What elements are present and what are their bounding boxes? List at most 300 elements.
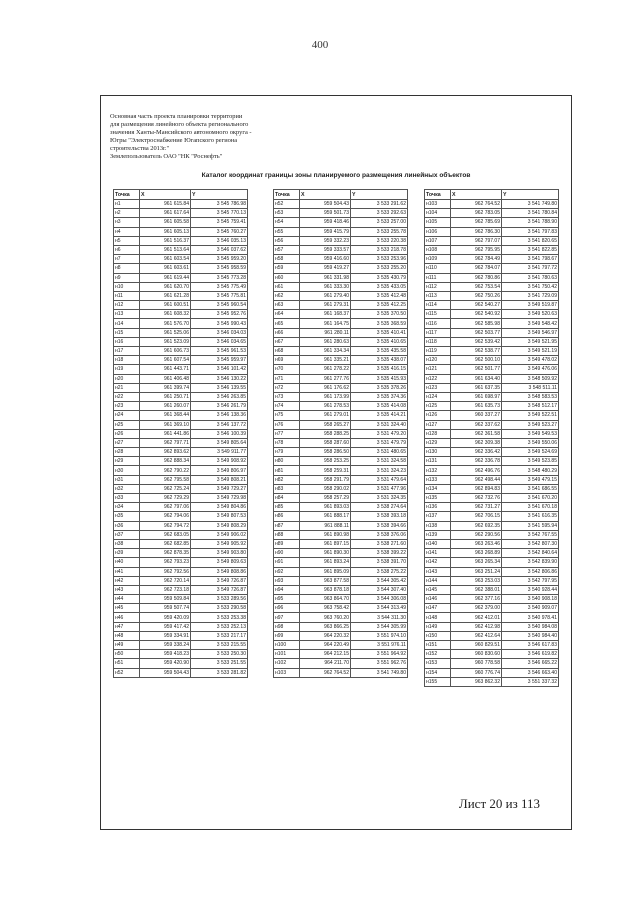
table-row: [425, 659, 559, 668]
table-row: [425, 438, 559, 447]
point-cell: н32: [114, 484, 140, 493]
x-cell: 962 783.05: [451, 209, 502, 218]
y-cell: 3 540 984.08: [502, 622, 559, 631]
x-cell: 963 268.89: [451, 549, 502, 558]
point-cell: н87: [274, 521, 300, 530]
x-cell: 959 333.57: [300, 245, 351, 254]
table-row: [274, 613, 408, 622]
table-row: [114, 448, 248, 457]
x-cell: 961 406.48: [140, 374, 191, 383]
table-row: [114, 273, 248, 282]
table-row: [274, 659, 408, 668]
x-cell: 962 784.49: [451, 255, 502, 264]
y-cell: 3 540 984.40: [502, 631, 559, 640]
y-cell: 3 533 255.20: [351, 264, 408, 273]
y-cell: 3 545 960.54: [191, 301, 248, 310]
table-row: [114, 236, 248, 245]
point-cell: н10: [114, 282, 140, 291]
point-cell: н143: [425, 567, 451, 576]
table-row: [425, 429, 559, 438]
y-cell: 3 549 905.92: [191, 539, 248, 548]
x-cell: 961 516.37: [140, 236, 191, 245]
table-row: [274, 595, 408, 604]
y-cell: 3 549 808.86: [191, 567, 248, 576]
x-cell: 962 878.35: [140, 549, 191, 558]
y-cell: 3 531 477.96: [351, 484, 408, 493]
y-cell: 3 535 433.05: [351, 282, 408, 291]
x-cell: 961 605.13: [140, 227, 191, 236]
point-cell: н135: [425, 494, 451, 503]
y-cell: 3 549 521.95: [502, 337, 559, 346]
table-row: [274, 291, 408, 300]
point-cell: н86: [274, 512, 300, 521]
table-row: [274, 503, 408, 512]
y-cell: 3 533 291.62: [351, 200, 408, 209]
x-cell: 961 576.70: [140, 319, 191, 328]
y-cell: 3 544 307.40: [351, 585, 408, 594]
table-row: [114, 558, 248, 567]
header-line: Основная часть проекта планировки территории: [110, 113, 243, 120]
point-cell: н56: [274, 236, 300, 245]
x-cell: 961 278.53: [300, 402, 351, 411]
point-cell: н25: [114, 420, 140, 429]
table-row: [274, 631, 408, 640]
point-cell: н36: [114, 521, 140, 530]
x-cell: 961 615.84: [140, 200, 191, 209]
y-cell: 3 544 306.08: [351, 595, 408, 604]
x-cell: 962 888.34: [140, 457, 191, 466]
table-row: [274, 549, 408, 558]
x-cell: 959 416.60: [300, 255, 351, 264]
table-row: [274, 337, 408, 346]
table-row: [114, 282, 248, 291]
table-row: [274, 475, 408, 484]
table-row: [274, 236, 408, 245]
point-cell: н138: [425, 521, 451, 530]
point-cell: н89: [274, 539, 300, 548]
table-row: [114, 512, 248, 521]
point-cell: н21: [114, 383, 140, 392]
x-cell: 961 605.58: [140, 218, 191, 227]
point-cell: н4: [114, 227, 140, 236]
y-cell: 3 549 522.51: [502, 411, 559, 420]
point-cell: н101: [274, 650, 300, 659]
column-header-x: X: [140, 190, 191, 200]
x-cell: 961 513.64: [140, 245, 191, 254]
table-row: [274, 282, 408, 291]
y-cell: 3 541 798.67: [502, 255, 559, 264]
x-cell: 961 603.61: [140, 264, 191, 273]
table-row: [425, 457, 559, 466]
y-cell: 3 538 393.18: [351, 512, 408, 521]
point-cell: н54: [274, 218, 300, 227]
x-cell: 958 265.27: [300, 420, 351, 429]
table-row: [425, 494, 559, 503]
table-row: [425, 576, 559, 585]
x-cell: 962 894.83: [451, 484, 502, 493]
x-cell: 962 496.76: [451, 466, 502, 475]
x-cell: 961 260.07: [140, 402, 191, 411]
table-row: [425, 613, 559, 622]
point-cell: н115: [425, 310, 451, 319]
y-cell: 3 538 394.66: [351, 521, 408, 530]
y-cell: 3 533 217.17: [191, 631, 248, 640]
y-cell: 3 542 797.95: [502, 576, 559, 585]
y-cell: 3 535 370.50: [351, 310, 408, 319]
point-cell: н53: [274, 209, 300, 218]
table-row: [114, 420, 248, 429]
x-cell: 961 635.73: [451, 402, 502, 411]
y-cell: 3 535 438.07: [351, 356, 408, 365]
x-cell: 958 291.79: [300, 475, 351, 484]
y-cell: 3 541 670.18: [502, 503, 559, 512]
x-cell: 959 415.79: [300, 227, 351, 236]
point-cell: н85: [274, 503, 300, 512]
point-cell: н81: [274, 466, 300, 475]
x-cell: 962 412.01: [451, 613, 502, 622]
coordinates-table-3: [424, 189, 559, 687]
point-cell: н122: [425, 374, 451, 383]
point-cell: н67: [274, 337, 300, 346]
point-cell: н132: [425, 466, 451, 475]
table-row: [114, 374, 248, 383]
table-row: [114, 365, 248, 374]
x-cell: 961 698.97: [451, 392, 502, 401]
point-cell: н133: [425, 475, 451, 484]
point-cell: н102: [274, 659, 300, 668]
point-cell: н18: [114, 356, 140, 365]
point-cell: н19: [114, 365, 140, 374]
x-cell: 961 331.98: [300, 273, 351, 282]
table-row: [114, 641, 248, 650]
y-cell: 3 533 253.38: [191, 613, 248, 622]
x-cell: 962 764.52: [451, 200, 502, 209]
table-row: [425, 585, 559, 594]
x-cell: 961 888.11: [300, 521, 351, 530]
table-row: [425, 218, 559, 227]
table-row: [114, 567, 248, 576]
point-cell: н51: [114, 659, 140, 668]
point-cell: н80: [274, 457, 300, 466]
table-row: [274, 641, 408, 650]
point-cell: н152: [425, 650, 451, 659]
column-header-y: Y: [351, 190, 408, 200]
y-cell: 3 533 215.55: [191, 641, 248, 650]
point-cell: н75: [274, 411, 300, 420]
point-cell: н78: [274, 438, 300, 447]
table-row: [114, 337, 248, 346]
x-cell: 962 540.27: [451, 301, 502, 310]
y-cell: 3 541 670.20: [502, 494, 559, 503]
x-cell: 962 729.29: [140, 494, 191, 503]
table-row: [425, 392, 559, 401]
point-cell: н118: [425, 337, 451, 346]
table-row: [274, 347, 408, 356]
y-cell: 3 535 368.59: [351, 319, 408, 328]
table-row: [114, 521, 248, 530]
table-row: [274, 576, 408, 585]
y-cell: 3 548 480.29: [502, 466, 559, 475]
y-cell: 3 546 035.13: [191, 236, 248, 245]
x-cell: 964 212.15: [300, 650, 351, 659]
y-cell: 3 538 274.64: [351, 503, 408, 512]
point-cell: н103: [425, 200, 451, 209]
point-cell: н84: [274, 494, 300, 503]
x-cell: 962 540.92: [451, 310, 502, 319]
point-cell: н149: [425, 622, 451, 631]
point-cell: н50: [114, 650, 140, 659]
table-row: [274, 567, 408, 576]
table-row: [114, 622, 248, 631]
table-row: [425, 503, 559, 512]
y-cell: 3 549 911.77: [191, 448, 248, 457]
y-cell: 3 541 616.35: [502, 512, 559, 521]
x-cell: 961 620.70: [140, 282, 191, 291]
y-cell: 3 549 521.19: [502, 347, 559, 356]
y-cell: 3 541 797.83: [502, 227, 559, 236]
point-cell: н145: [425, 585, 451, 594]
y-cell: 3 546 619.82: [502, 650, 559, 659]
coordinates-table-2: [273, 189, 408, 678]
table-row: [425, 604, 559, 613]
table-row: [274, 558, 408, 567]
table-row: [425, 484, 559, 493]
point-cell: н88: [274, 530, 300, 539]
y-cell: 3 549 908.92: [191, 457, 248, 466]
y-cell: 3 549 550.06: [502, 438, 559, 447]
x-cell: 963 864.70: [300, 595, 351, 604]
x-cell: 961 890.98: [300, 530, 351, 539]
table-row: [274, 448, 408, 457]
table-row: [114, 631, 248, 640]
y-cell: 3 549 903.80: [191, 549, 248, 558]
x-cell: 961 600.51: [140, 301, 191, 310]
y-cell: 3 541 780.84: [502, 209, 559, 218]
table-row: [274, 420, 408, 429]
y-cell: 3 531 480.65: [351, 448, 408, 457]
table-row: [114, 255, 248, 264]
point-cell: н107: [425, 236, 451, 245]
x-cell: 962 706.15: [451, 512, 502, 521]
x-cell: 961 278.22: [300, 365, 351, 374]
table-row: [274, 255, 408, 264]
y-cell: 3 549 805.64: [191, 438, 248, 447]
y-cell: 3 538 275.22: [351, 567, 408, 576]
table-row: [425, 328, 559, 337]
table-row: [425, 539, 559, 548]
x-cell: 962 750.26: [451, 291, 502, 300]
x-cell: 962 893.62: [140, 448, 191, 457]
point-cell: н47: [114, 622, 140, 631]
point-cell: н72: [274, 383, 300, 392]
y-cell: 3 545 760.27: [191, 227, 248, 236]
y-cell: 3 541 749.80: [502, 200, 559, 209]
table-row: [274, 539, 408, 548]
point-cell: н97: [274, 613, 300, 622]
table-row: [425, 641, 559, 650]
table-row: [425, 549, 559, 558]
point-cell: н34: [114, 503, 140, 512]
table-row: [274, 374, 408, 383]
page-number: 400: [311, 39, 329, 51]
table-row: [114, 613, 248, 622]
y-cell: 3 548 511.11: [502, 383, 559, 392]
table-header-row: [274, 190, 408, 200]
table-row: [425, 282, 559, 291]
x-cell: 962 539.42: [451, 337, 502, 346]
y-cell: 3 546 663.40: [502, 668, 559, 677]
y-cell: 3 545 773.28: [191, 273, 248, 282]
point-cell: н1: [114, 200, 140, 209]
point-cell: н43: [114, 585, 140, 594]
x-cell: 962 692.35: [451, 521, 502, 530]
y-cell: 3 533 257.00: [351, 218, 408, 227]
table-row: [425, 475, 559, 484]
table-row: [114, 291, 248, 300]
y-cell: 3 546 139.55: [191, 383, 248, 392]
point-cell: н71: [274, 374, 300, 383]
point-cell: н126: [425, 411, 451, 420]
point-cell: н65: [274, 319, 300, 328]
x-cell: 962 725.24: [140, 484, 191, 493]
point-cell: н9: [114, 273, 140, 282]
y-cell: 3 535 430.79: [351, 273, 408, 282]
y-cell: 3 535 416.15: [351, 365, 408, 374]
y-cell: 3 540 928.44: [502, 585, 559, 594]
point-cell: н120: [425, 356, 451, 365]
table-row: [425, 383, 559, 392]
y-cell: 3 533 255.78: [351, 227, 408, 236]
table-row: [425, 200, 559, 209]
x-cell: 959 420.90: [140, 659, 191, 668]
point-cell: н91: [274, 558, 300, 567]
point-cell: н29: [114, 457, 140, 466]
table-row: [274, 264, 408, 273]
point-cell: н69: [274, 356, 300, 365]
y-cell: 3 546 100.39: [191, 429, 248, 438]
table-row: [274, 512, 408, 521]
x-cell: 962 538.77: [451, 347, 502, 356]
table-row: [425, 631, 559, 640]
y-cell: 3 541 822.85: [502, 245, 559, 254]
point-cell: н73: [274, 392, 300, 401]
y-cell: 3 538 376.06: [351, 530, 408, 539]
y-cell: 3 545 759.41: [191, 218, 248, 227]
point-cell: н23: [114, 402, 140, 411]
table-row: [114, 392, 248, 401]
catalog-title: Каталог координат границы зоны планируемого размещения линейных объектов: [201, 172, 471, 179]
y-cell: 3 548 512.17: [502, 402, 559, 411]
x-cell: 959 334.91: [140, 631, 191, 640]
x-cell: 962 500.10: [451, 356, 502, 365]
x-cell: 962 377.16: [451, 595, 502, 604]
x-cell: 962 336.42: [451, 448, 502, 457]
x-cell: 959 501.73: [300, 209, 351, 218]
x-cell: 962 792.56: [140, 567, 191, 576]
table-row: [425, 622, 559, 631]
x-cell: 962 785.69: [451, 218, 502, 227]
x-cell: 959 417.42: [140, 622, 191, 631]
column-header-x: X: [300, 190, 351, 200]
point-cell: н147: [425, 604, 451, 613]
x-cell: 958 257.29: [300, 494, 351, 503]
y-cell: 3 533 220.38: [351, 236, 408, 245]
column-header-y: Y: [502, 190, 559, 200]
point-cell: н62: [274, 291, 300, 300]
point-cell: н134: [425, 484, 451, 493]
table-row: [425, 466, 559, 475]
point-cell: н155: [425, 677, 451, 686]
point-cell: н26: [114, 429, 140, 438]
point-cell: н15: [114, 328, 140, 337]
table-row: [274, 383, 408, 392]
y-cell: 3 540 909.07: [502, 604, 559, 613]
point-cell: н35: [114, 512, 140, 521]
table-row: [425, 356, 559, 365]
point-cell: н123: [425, 383, 451, 392]
y-cell: 3 546 137.72: [191, 420, 248, 429]
x-cell: 961 279.31: [300, 301, 351, 310]
table-row: [274, 218, 408, 227]
table-row: [114, 484, 248, 493]
x-cell: 961 250.71: [140, 392, 191, 401]
y-cell: 3 542 807.30: [502, 539, 559, 548]
y-cell: 3 538 271.60: [351, 539, 408, 548]
x-cell: 962 784.07: [451, 264, 502, 273]
y-cell: 3 549 524.69: [502, 448, 559, 457]
y-cell: 3 549 806.97: [191, 466, 248, 475]
table-row: [114, 347, 248, 356]
x-cell: 963 251.24: [451, 567, 502, 576]
table-row: [425, 521, 559, 530]
x-cell: 961 617.64: [140, 209, 191, 218]
table-row: [114, 209, 248, 218]
point-cell: н45: [114, 604, 140, 613]
table-row: [274, 585, 408, 594]
y-cell: 3 549 726.87: [191, 576, 248, 585]
y-cell: 3 549 906.02: [191, 530, 248, 539]
y-cell: 3 533 289.56: [191, 595, 248, 604]
table-row: [114, 457, 248, 466]
y-cell: 3 545 770.13: [191, 209, 248, 218]
x-cell: 962 412.98: [451, 622, 502, 631]
point-cell: н74: [274, 402, 300, 411]
point-cell: н106: [425, 227, 451, 236]
y-cell: 3 542 806.86: [502, 567, 559, 576]
column-header-y: Y: [191, 190, 248, 200]
point-cell: н31: [114, 475, 140, 484]
x-cell: 962 794.72: [140, 521, 191, 530]
y-cell: 3 549 809.63: [191, 558, 248, 567]
x-cell: 963 866.25: [300, 622, 351, 631]
x-cell: 962 290.56: [451, 530, 502, 539]
y-cell: 3 546 665.22: [502, 659, 559, 668]
y-cell: 3 549 808.29: [191, 521, 248, 530]
y-cell: 3 545 959.20: [191, 255, 248, 264]
x-cell: 961 523.09: [140, 337, 191, 346]
table-row: [425, 567, 559, 576]
x-cell: 962 790.22: [140, 466, 191, 475]
y-cell: 3 541 729.09: [502, 291, 559, 300]
y-cell: 3 535 378.26: [351, 383, 408, 392]
point-cell: н153: [425, 659, 451, 668]
table-row: [274, 356, 408, 365]
point-cell: н55: [274, 227, 300, 236]
y-cell: 3 548 583.53: [502, 392, 559, 401]
point-cell: н146: [425, 595, 451, 604]
x-cell: 961 621.28: [140, 291, 191, 300]
y-cell: 3 542 840.64: [502, 549, 559, 558]
